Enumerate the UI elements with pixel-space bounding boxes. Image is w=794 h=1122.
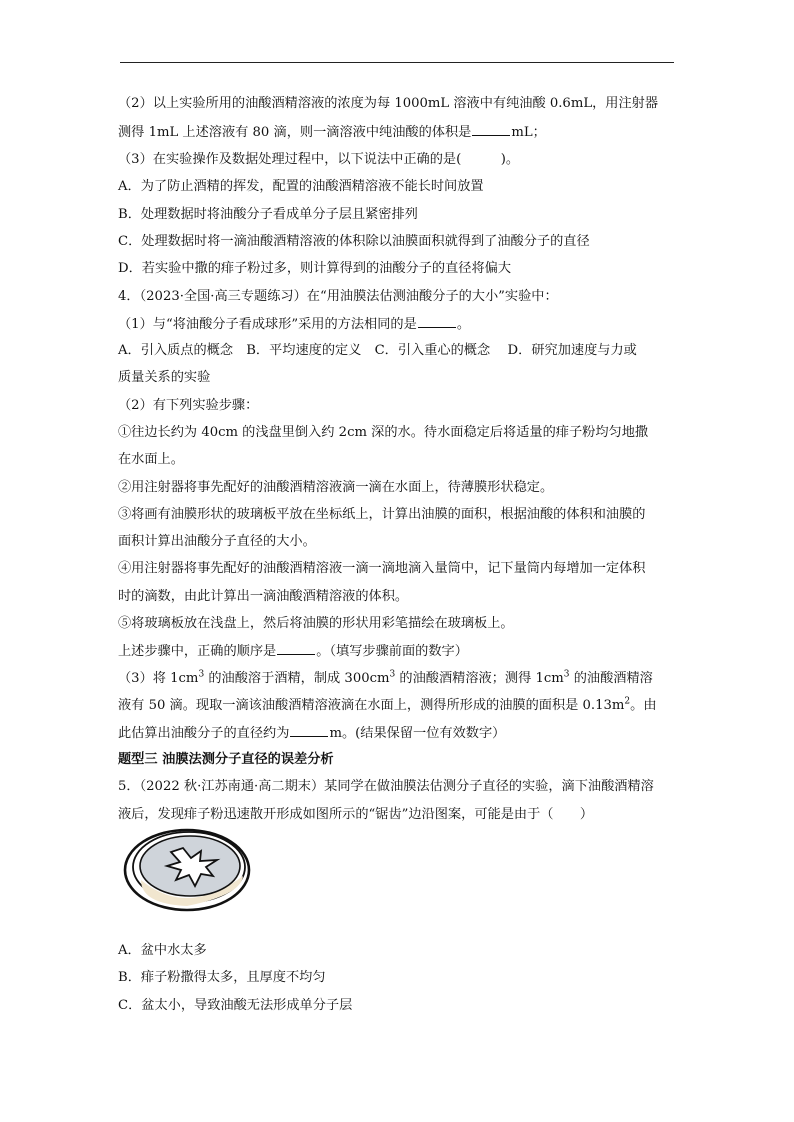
- q4-part1-end: 。: [456, 317, 470, 332]
- superscript: 3: [198, 669, 205, 680]
- q4-part3-seg: 液有 50 滴。现取一滴该油酸酒精溶液滴在水面上，测得所形成的油膜的面积是 0.13m: [118, 698, 625, 713]
- q3-part3-stem: （3）在实验操作及数据处理过程中，以下说法中正确的是( )。: [118, 152, 520, 167]
- q4-stem: 4．（2023·全国·高三专题练习）在“用油膜法估测油酸分子的大小”实验中：: [118, 289, 558, 304]
- q5-stem-line2: 液后，发现痱子粉迅速散开形成如图所示的“锯齿”边沿图案，可能是由于（ ）: [118, 807, 594, 822]
- oil-film-dish-figure: [121, 820, 261, 916]
- answer-blank: [418, 314, 456, 328]
- q5-option-a: A．盆中水太多: [118, 943, 207, 958]
- section-title: 题型三 油膜法测分子直径的误差分析: [118, 752, 334, 767]
- q3-part2-line2: [118, 122, 546, 143]
- q4-step3-line1: ③将画有油膜形状的玻璃板平放在坐标纸上，计算出油膜的面积，根据油酸的体积和油膜的: [118, 507, 646, 522]
- q4-options-line2: 质量关系的实验: [118, 370, 211, 385]
- q3-part2-text: 测得 1mL 上述溶液有 80 滴，则一滴溶液中纯油酸的体积是: [118, 125, 472, 140]
- q5-option-b: B．痱子粉撒得太多，且厚度不均匀: [118, 970, 326, 985]
- q4-part1: [118, 314, 470, 335]
- q4-part3-seg: 的油酸溶于酒精，制成 300cm: [204, 671, 390, 686]
- q4-step1-line1: ①往边长约为 40cm 的浅盘里倒入约 2cm 深的水。待水面稳定后将适量的痱子粉均匀地撒: [118, 425, 649, 440]
- q4-step4-line1: ④用注射器将事先配好的油酸酒精溶液一滴一滴地滴入量筒中，记下量筒内每增加一定体积: [118, 561, 646, 576]
- q3-option-a: A．为了防止酒精的挥发，配置的油酸酒精溶液不能长时间放置: [118, 179, 484, 194]
- q4-part3-seg: 的油酸酒精溶液；测得 1cm: [395, 671, 564, 686]
- q4-part3-seg: （3）将 1cm: [118, 671, 199, 686]
- q4-part1-text: （1）与“将油酸分子看成球形”采用的方法相同的是: [118, 317, 417, 332]
- q4-step3-line2: 面积计算出油酸分子直径的大小。: [118, 534, 316, 549]
- q4-step4-line2: 时的滴数，由此计算出一滴油酸酒精溶液的体积。: [118, 589, 409, 604]
- q4-step2: ②用注射器将事先配好的油酸酒精溶液滴一滴在水面上，待薄膜形状稳定。: [118, 480, 554, 495]
- answer-blank: [290, 723, 328, 737]
- q4-part3-line2: [118, 696, 657, 716]
- q5-stem-line1: 5．（2022 秋·江苏南通·高二期末）某同学在做油膜法估测分子直径的实验，滴下油酸酒精溶: [118, 779, 654, 794]
- q4-order-text: 上述步骤中，正确的顺序是: [118, 644, 277, 659]
- q5-option-c: C．盆太小，导致油酸无法形成单分子层: [118, 998, 353, 1013]
- superscript: 3: [389, 669, 396, 680]
- q3-part2-line1: （2）以上实验所用的油酸酒精溶液的浓度为每 1000mL 溶液中有纯油酸 0.6mL，用注射器: [118, 96, 659, 111]
- q4-part3-seg: m。(结果保留一位有效数字）: [329, 726, 506, 741]
- q4-part3-seg: 此估算出油酸分子的直径约为: [118, 726, 290, 741]
- answer-blank: [277, 641, 315, 655]
- superscript: 2: [624, 696, 631, 707]
- q4-part3-line1: [118, 669, 653, 689]
- q4-part3-seg: 的油酸酒精溶: [569, 671, 653, 686]
- q4-step5: ⑤将玻璃板放在浅盘上，然后将油膜的形状用彩笔描绘在玻璃板上。: [118, 616, 514, 631]
- q3-option-b: B．处理数据时将油酸分子看成单分子层且紧密排列: [118, 207, 418, 222]
- superscript: 3: [563, 669, 570, 680]
- q4-order-hint: 。（填写步骤前面的数字）: [316, 644, 468, 659]
- q4-part2-stem: （2）有下列实验步骤：: [118, 398, 259, 413]
- q4-step1-line2: 在水面上。: [118, 452, 184, 467]
- q4-order: [118, 641, 468, 662]
- q4-part3-seg: 。由: [630, 698, 657, 713]
- q3-option-d: D．若实验中撒的痱子粉过多，则计算得到的油酸分子的直径将偏大: [118, 261, 512, 276]
- header-rule: [120, 62, 674, 63]
- q3-option-c: C．处理数据时将一滴油酸酒精溶液的体积除以油膜面积就得到了油酸分子的直径: [118, 234, 590, 249]
- q4-part3-line3: [118, 723, 505, 744]
- q4-options-line1: A．引入质点的概念 B．平均速度的定义 C．引入重心的概念 D．研究加速度与力或: [118, 343, 637, 358]
- q3-part2-unit: mL；: [511, 125, 546, 140]
- answer-blank: [472, 122, 510, 136]
